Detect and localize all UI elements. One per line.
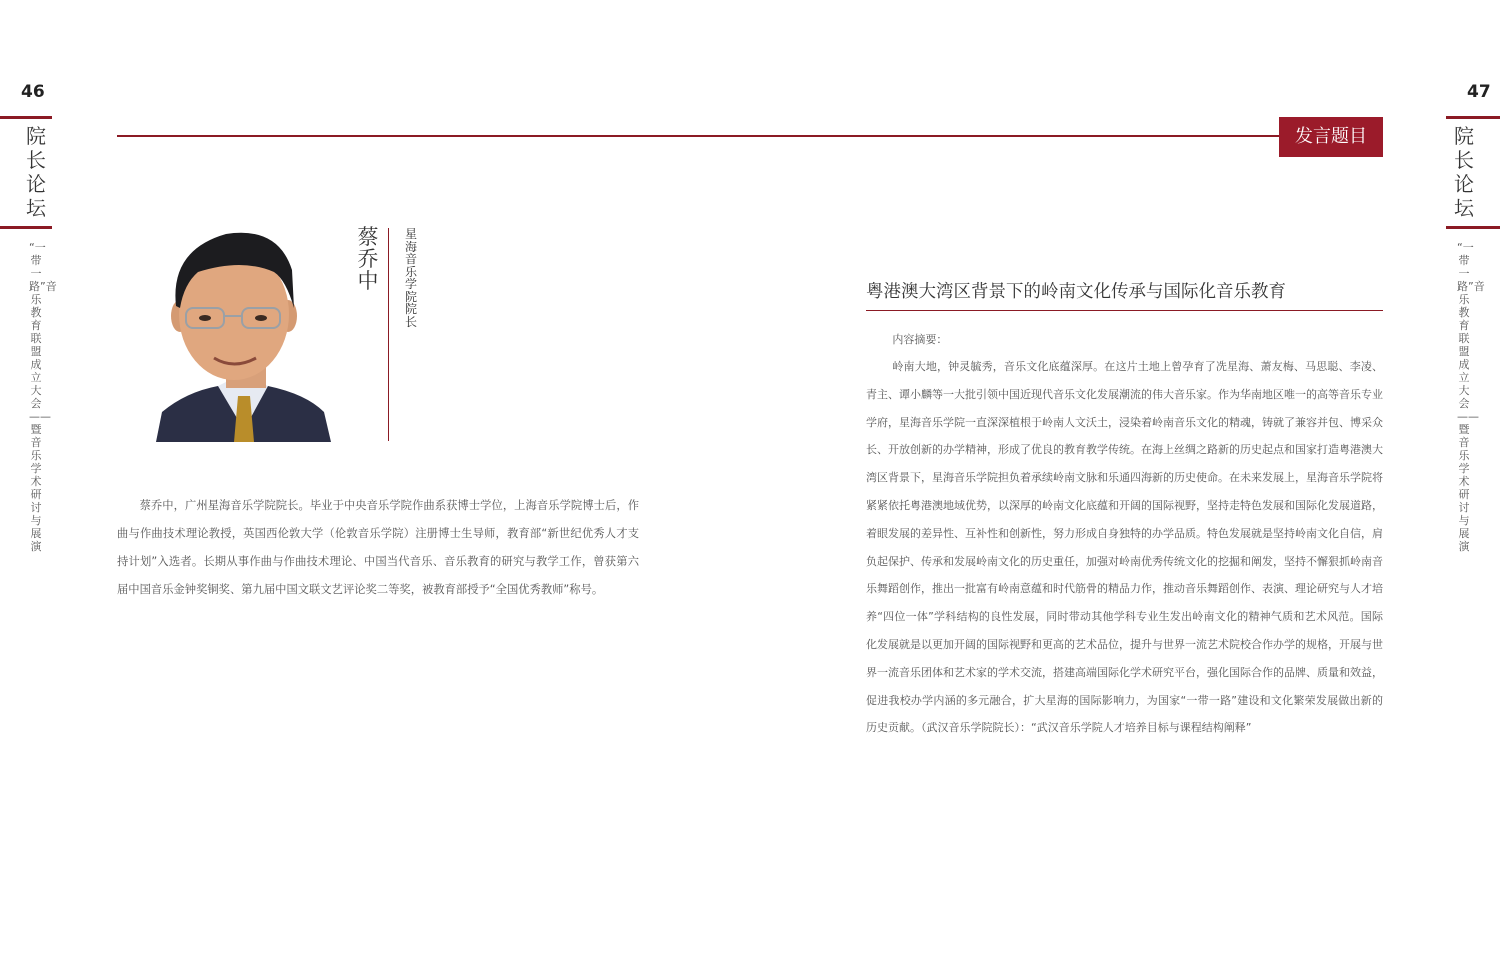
page-number-left: 46 xyxy=(21,82,45,102)
speaker-bio: 蔡乔中，广州星海音乐学院院长。毕业于中央音乐学院作曲系获博士学位，上海音乐学院博士后，作曲与作曲技术理论教授，英国西伦敦大学（伦敦音乐学院）注册博士生导师，教育部“新世纪优秀人才支持计划”入选者。长期从事作曲与作曲技术理论、中国当代音乐、音乐教育的研究与教学工作，曾获第六届中国音乐金钟奖铜奖、第九届中国文联文艺评论奖二等奖，被教育部授予“全国优秀教师”称号。 xyxy=(117,499,639,596)
right-rule-bottom xyxy=(1446,226,1500,229)
speech-title: 粤港澳大湾区背景下的岭南文化传承与国际化音乐教育 xyxy=(866,282,1286,302)
right-section-title: 院长论坛 xyxy=(1454,124,1474,220)
abstract-label: 内容摘要： xyxy=(892,333,948,346)
speaker-divider xyxy=(388,228,389,441)
left-rule-top xyxy=(0,116,52,119)
right-rule-top xyxy=(1446,116,1500,119)
abstract-text: 岭南大地，钟灵毓秀，音乐文化底蕴深厚。在这片土地上曾孕育了冼星海、萧友梅、马思聪、李凌、青主、谭小麟等一大批引领中国近现代音乐文化发展潮流的伟大音乐家。作为华南地区唯一的高等音乐专业学府，星海音乐学院一直深深植根于岭南人文沃土，浸染着岭南音乐文化的精魂，铸就了兼容并包、博采众长、开放创新的办学精神，形成了优良的教育教学传统。在海上丝绸之路新的历史起点和国家打造粤港澳大湾区背景下，星海音乐学院担负着承续岭南文脉和乐通四海新的历史使命。在未来发展上，星海音乐学院将紧紧依托粤港澳地域优势，以深厚的岭南文化底蕴和开阔的国际视野，坚持走特色发展和国际化发展道路，着眼发展的差异性、互补性和创新性，努力形成自身独特的办学品质。特色发展就是坚持岭南文化自信，肩负起保护、传承和发展岭南文化的历史重任，加强对岭南优秀传统文化的挖掘和阐发，坚持不懈狠抓岭南音乐舞蹈创作，推出一批富有岭南意蕴和时代筋骨的精品力作，推动音乐舞蹈创作、表演、理论研究与人才培养“四位一体”学科结构的良性发展，同时带动其他学科专业生发出岭南文化的精神气质和艺术风范。国际化发展就是以更加开阔的国际视野和更高的艺术品位，提升与世界一流艺术院校合作办学的规格，开展与世界一流音乐团体和艺术家的学术交流，搭建高端国际化学术研究平台，强化国际合作的品牌、质量和效益，促进我校办学内涵的多元融合，扩大星海的国际影响力，为国家“一带一路”建设和文化繁荣发展做出新的历史贡献。（武汉音乐学院院长）：“武汉音乐学院人才培养目标与课程结构阐释” xyxy=(866,360,1383,735)
speech-title-rule xyxy=(866,310,1383,311)
speaker-portrait xyxy=(156,226,331,442)
speaker-position: 星海音乐学院院长 xyxy=(404,227,417,329)
left-section-subtitle: “一带一路”音乐教育联盟成立大会——暨音乐学术研讨与展演 xyxy=(29,241,57,553)
right-section-subtitle: “一带一路”音乐教育联盟成立大会——暨音乐学术研讨与展演 xyxy=(1457,241,1485,553)
left-section-title: 院长论坛 xyxy=(26,124,46,220)
speech-topic-tag: 发言题目 xyxy=(1279,117,1383,157)
page-number-right: 47 xyxy=(1467,82,1491,102)
speaker-name: 蔡乔中 xyxy=(357,225,379,293)
header-rule xyxy=(117,135,1281,137)
left-rule-bottom xyxy=(0,226,52,229)
